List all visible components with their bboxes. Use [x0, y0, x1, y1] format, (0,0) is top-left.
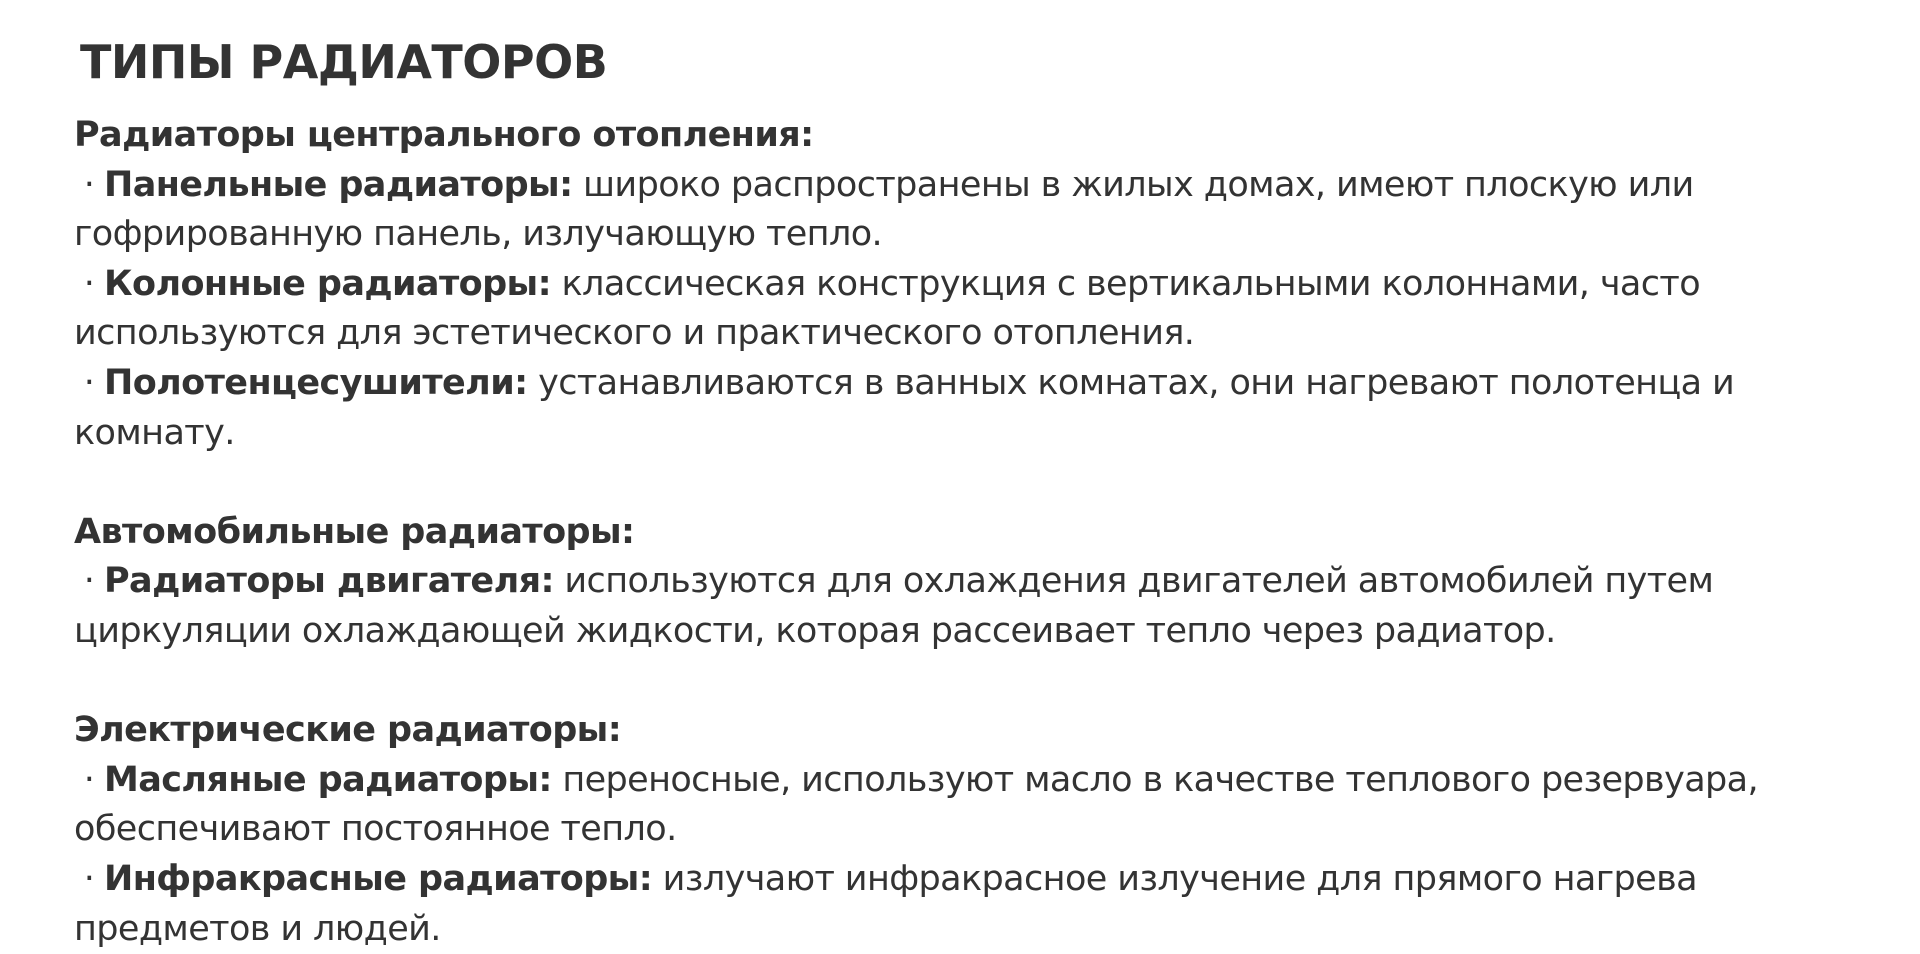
list-item: [74, 359, 1864, 458]
section-heading: Радиаторы центрального отопления:: [74, 115, 814, 155]
section-heading: Электрические радиаторы:: [74, 710, 622, 751]
item-description: широко распространены в жилых домах, имеют плоскую или гофрированную панель, излучающую тепло.: [74, 164, 1694, 255]
bullet-icon: ·: [83, 362, 95, 403]
list-item: [74, 557, 1864, 656]
bullet-icon: ·: [83, 858, 95, 899]
item-term: Масляные радиаторы:: [104, 759, 552, 800]
section-heading: Автомобильные радиаторы:: [74, 511, 635, 552]
bullet-icon: ·: [83, 759, 95, 800]
list-item: [74, 260, 1864, 359]
list-item: [74, 161, 1864, 260]
item-term: Инфракрасные радиаторы:: [104, 858, 653, 899]
section-automotive: [74, 508, 1864, 657]
item-description: переносные, используют масло в качестве теплового резервуара, обеспечивают постоянное тепло.: [74, 759, 1759, 850]
bullet-icon: ·: [83, 164, 95, 205]
bullet-icon: ·: [83, 263, 95, 304]
section-central-heating: [74, 111, 1864, 458]
item-description: используются для охлаждения двигателей автомобилей путем циркуляции охлаждающей жидкости, которая рассеивает тепло через радиатор.: [74, 561, 1714, 651]
item-term: Колонные радиаторы:: [104, 263, 551, 304]
document-body: [74, 111, 1864, 954]
item-description: излучают инфракрасное излучение для прямого нагрева предметов и людей.: [74, 858, 1697, 949]
item-description: классическая конструкция с вертикальными колоннами, часто используются для эстетического и практического отопления.: [74, 263, 1701, 354]
item-term: Панельные радиаторы:: [104, 164, 573, 205]
bullet-icon: ·: [83, 561, 95, 602]
item-term: Полотенцесушители:: [104, 362, 528, 403]
section-spacer: [74, 657, 1864, 707]
list-item: [74, 855, 1864, 954]
item-term: Радиаторы двигателя:: [104, 561, 554, 602]
list-item: [74, 756, 1864, 855]
item-description: устанавливаются в ванных комнатах, они нагревают полотенца и комнату.: [74, 362, 1735, 453]
section-spacer: [74, 458, 1864, 508]
page-title: ТИПЫ РАДИАТОРОВ: [80, 35, 608, 89]
section-electric: [74, 706, 1864, 954]
